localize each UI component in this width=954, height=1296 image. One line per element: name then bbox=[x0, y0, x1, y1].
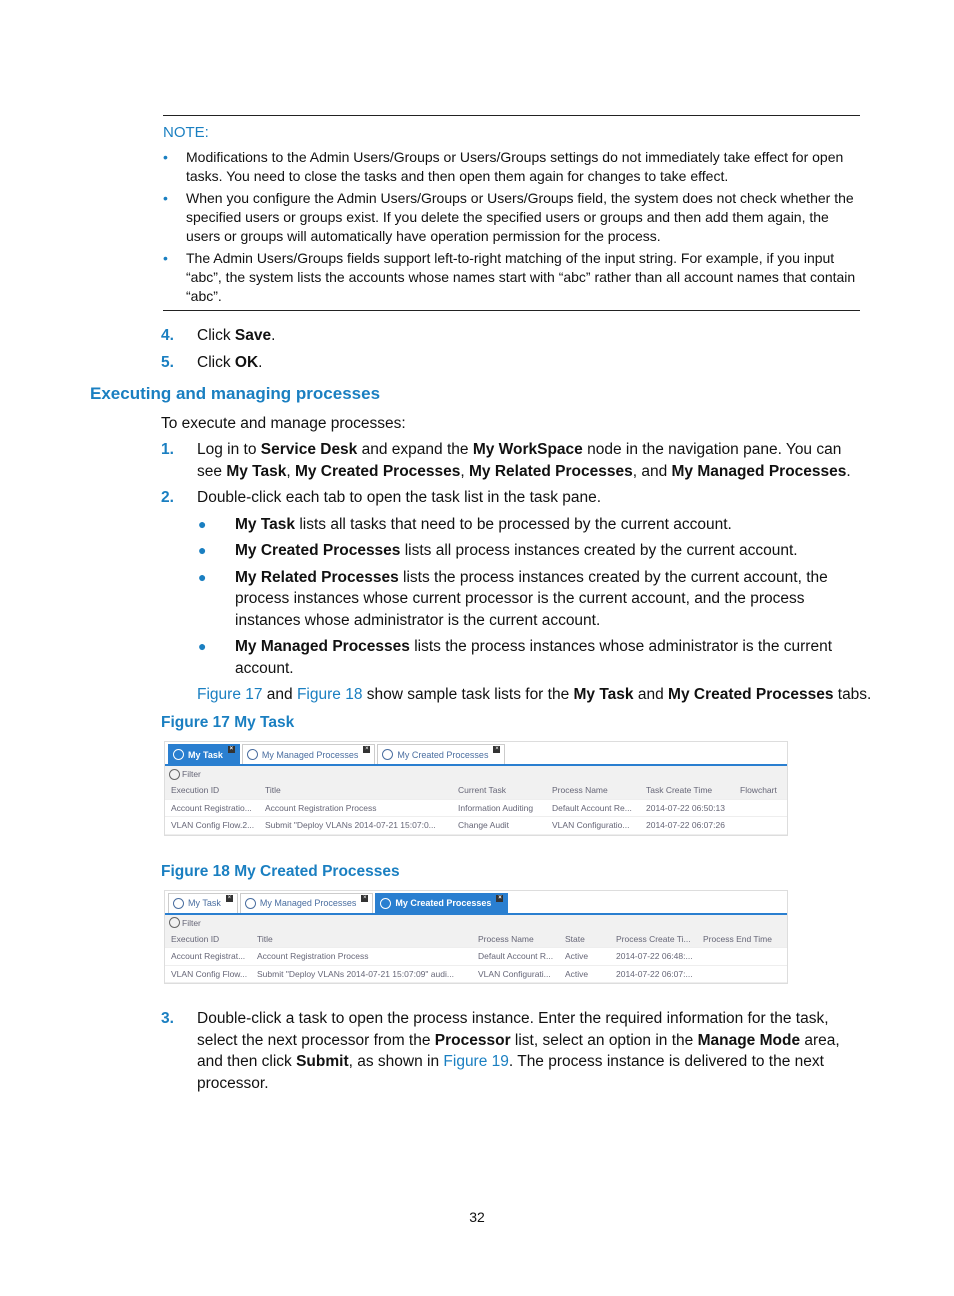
close-icon[interactable]: × bbox=[365, 746, 369, 752]
text: Double-click a task to open the process instance. Enter the required information for the task, select the next processor from the bbox=[197, 1010, 829, 1049]
note-item bbox=[163, 189, 863, 246]
cell: Change Audit bbox=[458, 820, 510, 831]
filter-icon bbox=[169, 917, 180, 928]
step-number: 1. bbox=[161, 441, 174, 458]
process-icon bbox=[245, 898, 256, 909]
step-number: 4. bbox=[161, 327, 174, 344]
tab-my-task[interactable] bbox=[168, 893, 238, 913]
text: . bbox=[258, 353, 263, 371]
bullet-icon: • bbox=[163, 250, 168, 266]
bold-text: My WorkSpace bbox=[472, 441, 583, 458]
cell: Default Account Re... bbox=[552, 802, 632, 813]
tab-bar bbox=[165, 742, 787, 766]
note-list bbox=[163, 148, 863, 306]
step-1 bbox=[161, 439, 866, 482]
table-row[interactable] bbox=[165, 948, 787, 966]
note-bottom-rule bbox=[163, 310, 860, 311]
close-icon[interactable]: × bbox=[495, 746, 499, 752]
bold-text: My Managed Processes bbox=[671, 462, 847, 480]
column-header[interactable]: Execution ID bbox=[171, 785, 220, 796]
text: tabs. bbox=[833, 686, 872, 703]
tab-my-task[interactable] bbox=[168, 744, 240, 764]
cell: Default Account R... bbox=[478, 951, 554, 962]
figure-17-link[interactable]: Figure 17 bbox=[197, 686, 263, 703]
cell: Submit "Deploy VLANs 2014-07-21 15:07:09" audi... bbox=[257, 968, 454, 979]
text: lists all process instances created by the current account. bbox=[400, 542, 798, 559]
text: and bbox=[633, 686, 669, 703]
text: and expand the bbox=[357, 441, 473, 458]
bullet-icon: • bbox=[163, 149, 168, 165]
bold-text: My Created Processes bbox=[235, 542, 401, 559]
text: Click bbox=[197, 353, 235, 371]
note-item bbox=[163, 249, 863, 306]
figure-18-link[interactable]: Figure 18 bbox=[296, 686, 363, 703]
text: . bbox=[846, 462, 851, 480]
cell: VLAN Configuratio... bbox=[552, 820, 630, 831]
text: node in the navigation pane. You can see bbox=[197, 441, 842, 480]
bullet-icon: ● bbox=[198, 638, 207, 654]
cell: Submit "Deploy VLANs 2014-07-21 15:07:0... bbox=[265, 820, 436, 831]
process-icon bbox=[247, 749, 258, 760]
close-icon[interactable]: × bbox=[363, 894, 367, 901]
tab-my-managed-processes[interactable] bbox=[242, 744, 376, 764]
text: , as shown in bbox=[348, 1053, 444, 1070]
bullet-item bbox=[198, 636, 868, 679]
note-text: When you configure the Admin Users/Groups or Users/Groups field, the system does not check whether the specified users or groups exist. If you delete the specified users or groups and then add them again, the users or groups will automatically have operation permission for the process. bbox=[186, 190, 854, 244]
column-header[interactable]: Execution ID bbox=[171, 933, 220, 944]
column-header[interactable]: Task Create Time bbox=[646, 785, 713, 796]
text: list, select an option in the bbox=[510, 1031, 698, 1049]
cell: Account Registratio... bbox=[171, 802, 252, 813]
cell: Account Registration Process bbox=[257, 951, 369, 962]
cell: Active bbox=[565, 951, 589, 962]
column-header[interactable]: State bbox=[565, 933, 585, 944]
cell: 2014-07-22 06:48:... bbox=[616, 951, 693, 962]
step-number: 5. bbox=[161, 353, 174, 371]
bullet-icon: • bbox=[163, 190, 168, 206]
bold-text: Processor bbox=[434, 1031, 511, 1049]
figure-19-link[interactable]: Figure 19 bbox=[443, 1053, 509, 1070]
note-text: Modifications to the Admin Users/Groups or Users/Groups settings do not immediately take effect for open tasks. You need to close the tasks and then open them again for changes to take effect. bbox=[186, 149, 844, 184]
note-top-rule bbox=[163, 115, 860, 116]
step-number: 3. bbox=[161, 1010, 174, 1027]
bullet-item bbox=[198, 567, 868, 632]
filter-button[interactable] bbox=[165, 766, 787, 782]
tab-my-managed-processes[interactable] bbox=[240, 893, 374, 913]
figure-reference-text bbox=[197, 684, 877, 705]
tab-label: My Task bbox=[188, 898, 221, 908]
text: area, and then click bbox=[197, 1031, 840, 1070]
table-row[interactable] bbox=[165, 800, 787, 818]
figure-18-screenshot bbox=[164, 890, 788, 985]
bullet-icon: ● bbox=[198, 568, 207, 585]
cell: 2014-07-22 06:07:... bbox=[616, 968, 693, 979]
page-number: 32 bbox=[469, 1209, 485, 1225]
bullet-icon: ● bbox=[198, 515, 207, 532]
step-5 bbox=[161, 352, 866, 374]
section-heading: Executing and managing processes bbox=[90, 384, 381, 403]
cell: Information Auditing bbox=[458, 802, 534, 813]
cell: VLAN Config Flow.2... bbox=[171, 820, 255, 831]
text: Click bbox=[197, 327, 235, 344]
text: . bbox=[271, 327, 276, 344]
note-label: NOTE: bbox=[163, 124, 209, 141]
step-number: 2. bbox=[161, 489, 174, 506]
cell: 2014-07-22 06:07:26 bbox=[646, 820, 725, 831]
step-3 bbox=[161, 1008, 866, 1094]
table-row[interactable] bbox=[165, 817, 787, 835]
filter-label: Filter bbox=[182, 917, 201, 928]
cell: Account Registrat... bbox=[171, 951, 246, 962]
cell: 2014-07-22 06:50:13 bbox=[646, 802, 725, 813]
bold-text: OK bbox=[234, 353, 259, 371]
close-icon[interactable]: × bbox=[498, 894, 502, 901]
table-header bbox=[165, 931, 787, 949]
text: and bbox=[262, 686, 297, 703]
text: , bbox=[460, 462, 470, 480]
bold-text: My Created Processes bbox=[668, 686, 834, 703]
text: , and bbox=[632, 462, 672, 480]
column-header[interactable]: Title bbox=[257, 933, 273, 944]
tab-label: My Created Processes bbox=[397, 749, 489, 760]
bullet-item bbox=[198, 540, 868, 562]
column-header[interactable]: Current Task bbox=[458, 785, 507, 796]
tab-my-created-processes[interactable] bbox=[377, 744, 505, 764]
process-icon bbox=[382, 749, 393, 760]
tab-label: My Created Processes bbox=[395, 898, 492, 908]
text: lists the process instances whose administrator is the current account. bbox=[235, 638, 833, 677]
text: Double-click each tab to open the task list in the task pane. bbox=[197, 489, 602, 506]
text: Log in to bbox=[197, 441, 261, 458]
note-item bbox=[163, 148, 863, 186]
task-icon bbox=[173, 749, 184, 760]
bold-text: Manage Mode bbox=[697, 1031, 801, 1049]
bold-text: My Task bbox=[573, 686, 634, 703]
tab-label: My Task bbox=[188, 749, 223, 760]
bullet-icon: ● bbox=[198, 542, 207, 558]
tab-label: My Managed Processes bbox=[259, 898, 357, 908]
bold-text: Save bbox=[234, 327, 272, 344]
bold-text: My Related Processes bbox=[235, 568, 399, 586]
process-icon bbox=[380, 898, 391, 909]
column-header[interactable]: Process Name bbox=[552, 785, 608, 796]
bold-text: My Managed Processes bbox=[235, 638, 410, 655]
cell: Account Registration Process bbox=[265, 802, 377, 813]
figure-17-screenshot bbox=[164, 741, 788, 836]
bold-text: Service Desk bbox=[260, 441, 358, 458]
tab-my-created-processes[interactable] bbox=[375, 893, 508, 913]
task-icon bbox=[173, 898, 184, 909]
column-header[interactable]: Process Name bbox=[478, 933, 534, 944]
bold-text: My Created Processes bbox=[294, 462, 461, 480]
text: lists all tasks that need to be processed by the current account. bbox=[295, 515, 732, 533]
close-icon[interactable]: × bbox=[229, 746, 234, 752]
tab-bar bbox=[165, 891, 787, 915]
step-4 bbox=[161, 325, 866, 347]
filter-label: Filter bbox=[182, 769, 201, 779]
cell: Active bbox=[565, 968, 589, 979]
intro-text: To execute and manage processes: bbox=[161, 415, 406, 432]
figure-17-caption: Figure 17 My Task bbox=[161, 714, 295, 731]
text: lists the process instances created by the current account, the process instances whose current processor is the current account, and the process instances whose administrator is the current account. bbox=[235, 568, 828, 629]
column-header[interactable]: Process End Time bbox=[703, 933, 772, 944]
page-content bbox=[0, 115, 954, 1094]
figure-18-caption: Figure 18 My Created Processes bbox=[161, 862, 400, 880]
text: . The process instance is delivered to the next processor. bbox=[197, 1053, 824, 1092]
bold-text: My Task bbox=[235, 515, 296, 533]
cell: VLAN Config Flow... bbox=[171, 968, 248, 979]
note-text: The Admin Users/Groups fields support left-to-right matching of the input string. For example, if you input “abc”, the system lists the accounts whose names start with “abc” rather than all account names that contain “abc”. bbox=[186, 250, 856, 304]
step-2 bbox=[161, 487, 866, 509]
cell: VLAN Configurati... bbox=[478, 968, 551, 979]
column-header[interactable]: Title bbox=[265, 785, 281, 796]
bold-text: My Task bbox=[226, 462, 287, 480]
table-header bbox=[165, 782, 787, 800]
text: show sample task lists for the bbox=[362, 686, 574, 703]
bold-text: My Related Processes bbox=[469, 462, 633, 480]
text: , bbox=[286, 462, 295, 480]
tab-label: My Managed Processes bbox=[261, 749, 359, 760]
column-header[interactable]: Process Create Ti... bbox=[616, 933, 691, 944]
bold-text: Submit bbox=[296, 1053, 349, 1070]
bullet-item bbox=[198, 514, 868, 536]
close-icon[interactable]: × bbox=[227, 894, 232, 901]
filter-button[interactable] bbox=[165, 915, 787, 931]
column-header[interactable]: Flowchart bbox=[740, 785, 777, 796]
filter-icon bbox=[169, 769, 180, 780]
table-row[interactable] bbox=[165, 966, 787, 984]
